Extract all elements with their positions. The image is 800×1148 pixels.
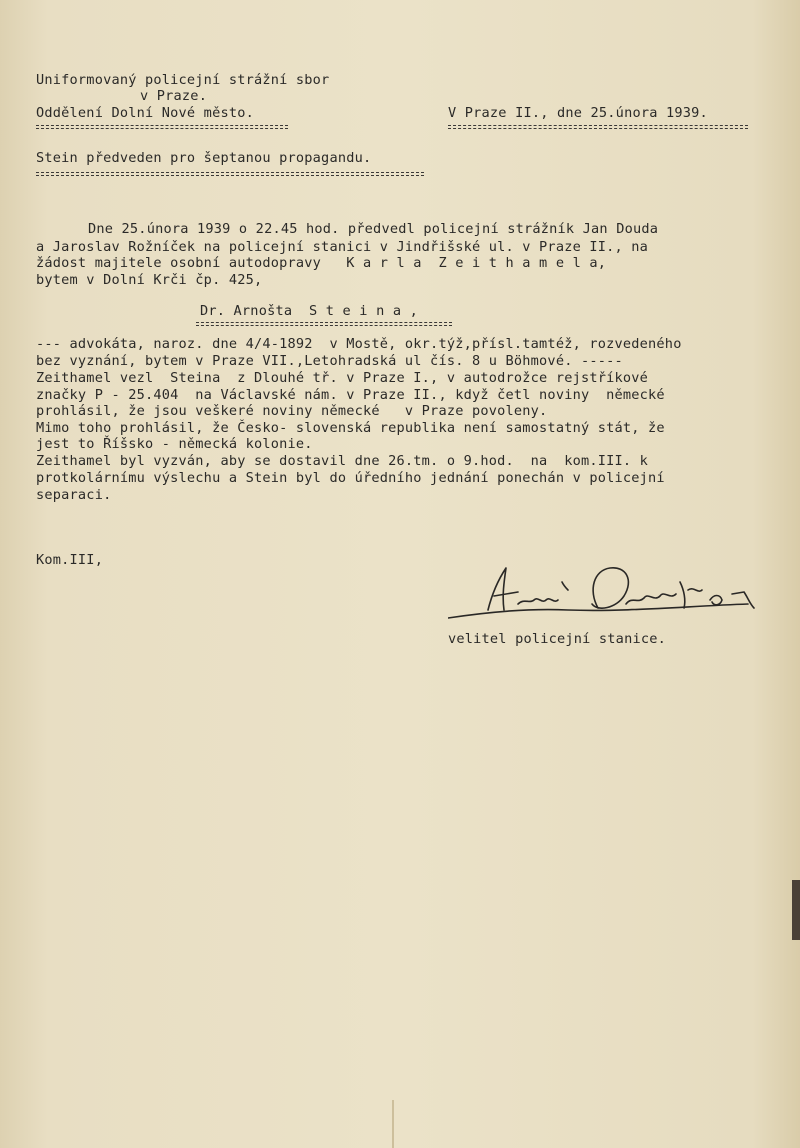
body-line: prohlásil, že jsou veškeré noviny německé v Praze povoleny. [36, 403, 548, 419]
department-underline [36, 125, 288, 129]
body-line: Zeithamel vezl Steina z Dlouhé tř. v Praze I., v autodrožce rejstříkové [36, 370, 649, 386]
office-city: v Praze. [140, 88, 208, 104]
body-line: Dne 25.února 1939 o 22.45 hod. předvedl policejní strážník Jan Douda [88, 221, 659, 237]
distribution-note: Kom.III, [36, 552, 104, 568]
name-underline [196, 322, 452, 326]
body-line: bez vyznání, bytem v Praze VII.,Letohradská ul čís. 8 u Böhmové. ----- [36, 353, 623, 369]
place-and-date: V Praze II., dne 25.února 1939. [448, 105, 708, 121]
office-department: Oddělení Dolní Nové město. [36, 105, 254, 121]
body-line: bytem v Dolní Krči čp. 425, [36, 272, 263, 288]
paper-fold-mark [392, 1100, 394, 1148]
subject-underline [36, 172, 424, 176]
body-line: Mimo toho prohlásil, že Česko- slovenská republika není samostatný stát, že [36, 420, 665, 436]
handwritten-signature [448, 560, 768, 630]
body-line: --- advokáta, naroz. dne 4/4-1892 v Mostě, okr.týž,přísl.tamtéž, rozvedeného [36, 336, 682, 352]
body-line: žádost majitele osobní autodopravy K a r l a Z e i t h a m e l a, [36, 255, 607, 271]
body-line: jest to Říšsko - německá kolonie. [36, 436, 313, 452]
body-line: značky P - 25.404 na Václavské nám. v Praze II., když četl noviny německé [36, 387, 665, 403]
body-line: a Jaroslav Rožníček na policejní stanici v Jindřišské ul. v Praze II., na [36, 239, 649, 255]
date-underline [448, 125, 748, 129]
body-line: separaci. [36, 487, 112, 503]
body-line: Zeithamel byl vyzván, aby se dostavil dne 26.tm. o 9.hod. na kom.III. k [36, 453, 649, 469]
paper-edge-mark [792, 880, 800, 940]
signer-title: velitel policejní stanice. [448, 631, 666, 647]
body-line: protkolárnímu výslechu a Stein byl do úředního jednání ponechán v policejní [36, 470, 665, 486]
accused-name: Dr. Arnošta S t e i n a , [200, 303, 418, 319]
document-subject: Stein předveden pro šeptanou propagandu. [36, 150, 372, 166]
office-name: Uniformovaný policejní strážní sbor [36, 72, 330, 88]
